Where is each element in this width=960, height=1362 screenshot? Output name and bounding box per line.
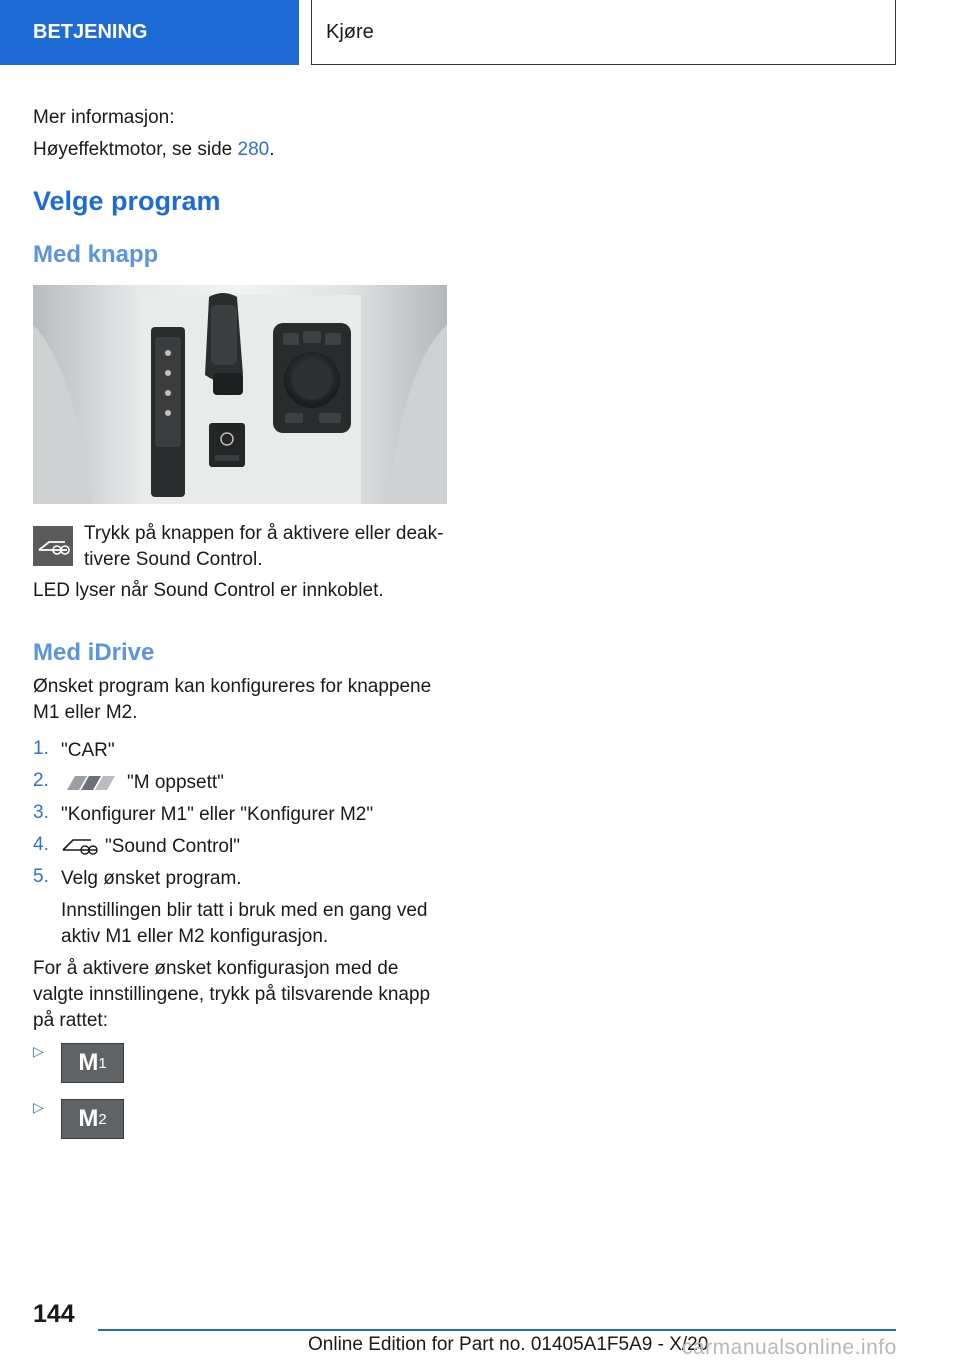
- section-heading: Velge program: [33, 186, 221, 216]
- step-number: 2.: [33, 770, 49, 791]
- list-item: [33, 1099, 233, 1155]
- list-item: [33, 866, 453, 898]
- steering-buttons-list: [33, 1043, 233, 1155]
- step-number: 4.: [33, 834, 49, 855]
- list-item: [33, 770, 453, 802]
- bullet-icon: ▷: [33, 1043, 44, 1059]
- step-text: "M oppsett": [127, 772, 224, 793]
- more-info-label: Mer informasjon:: [33, 107, 175, 128]
- led-note: LED lyser når Sound Control er innkoblet.: [33, 580, 384, 601]
- section-title: Kjøre: [326, 20, 374, 43]
- console-photo: [33, 285, 447, 504]
- chapter-title: BETJENING: [33, 21, 148, 43]
- list-item: [33, 834, 453, 866]
- note-line2: aktiv M1 eller M2 konfigurasjon.: [61, 926, 329, 947]
- step5-note: [33, 898, 453, 950]
- reference-end: .: [269, 139, 275, 160]
- idrive-intro: [33, 674, 453, 726]
- section-header: [311, 0, 896, 65]
- step-text: "CAR": [61, 740, 115, 761]
- note-line1: Innstillingen blir tatt i bruk med en gang ved: [61, 900, 428, 921]
- step-number: 5.: [33, 866, 49, 887]
- list-item: [33, 802, 453, 834]
- outro-line3: på rattet:: [33, 1010, 108, 1031]
- icon-text-line1: Trykk på knappen for å aktivere eller deak-: [84, 523, 444, 544]
- sound-control-description: [84, 521, 444, 573]
- sound-control-icon: [61, 834, 99, 858]
- footer-divider: [98, 1329, 896, 1331]
- intro-block: [33, 105, 453, 163]
- m1-button-icon: [61, 1043, 124, 1083]
- steps-list: [33, 738, 453, 950]
- step-number: 3.: [33, 802, 49, 823]
- m1-label: M: [78, 1049, 99, 1076]
- m-stripes-icon: [61, 774, 117, 792]
- idrive-intro-line2: M1 eller M2.: [33, 702, 138, 723]
- page-number: 144: [33, 1300, 75, 1328]
- outro-line2: valgte innstillingene, trykk på tilsvarende knapp: [33, 984, 431, 1005]
- step-text: Velg ønsket program.: [61, 868, 242, 889]
- reference-line: [33, 137, 453, 163]
- step-text: "Sound Control": [105, 836, 240, 857]
- chapter-tab: [0, 0, 299, 65]
- icon-text-line2: tivere Sound Control.: [84, 549, 263, 570]
- list-item: [33, 1043, 233, 1099]
- sound-control-icon: [33, 526, 73, 566]
- outro-paragraph: [33, 956, 453, 1034]
- subheading-knapp: Med knapp: [33, 241, 159, 268]
- m1-sup: 1: [98, 1054, 107, 1072]
- bullet-icon: ▷: [33, 1099, 44, 1115]
- m2-button-icon: [61, 1099, 124, 1139]
- reference-text: Høyeffektmotor, se side: [33, 139, 238, 160]
- m2-label: M: [78, 1105, 99, 1132]
- outro-line1: For å aktivere ønsket konfigurasjon med de: [33, 958, 399, 979]
- watermark: carmanualsonline.info: [682, 1336, 897, 1359]
- m2-sup: 2: [98, 1110, 107, 1128]
- edition-text: Online Edition for Part no. 01405A1F5A9 - X/20: [308, 1334, 709, 1355]
- idrive-intro-line1: Ønsket program kan konfigureres for knappene: [33, 676, 432, 697]
- step-number: 1.: [33, 738, 49, 759]
- subheading-idrive: Med iDrive: [33, 639, 155, 666]
- step-text: "Konfigurer M1" eller "Konfigurer M2": [61, 804, 374, 825]
- page-reference-link[interactable]: 280: [237, 139, 270, 160]
- list-item: [33, 738, 453, 770]
